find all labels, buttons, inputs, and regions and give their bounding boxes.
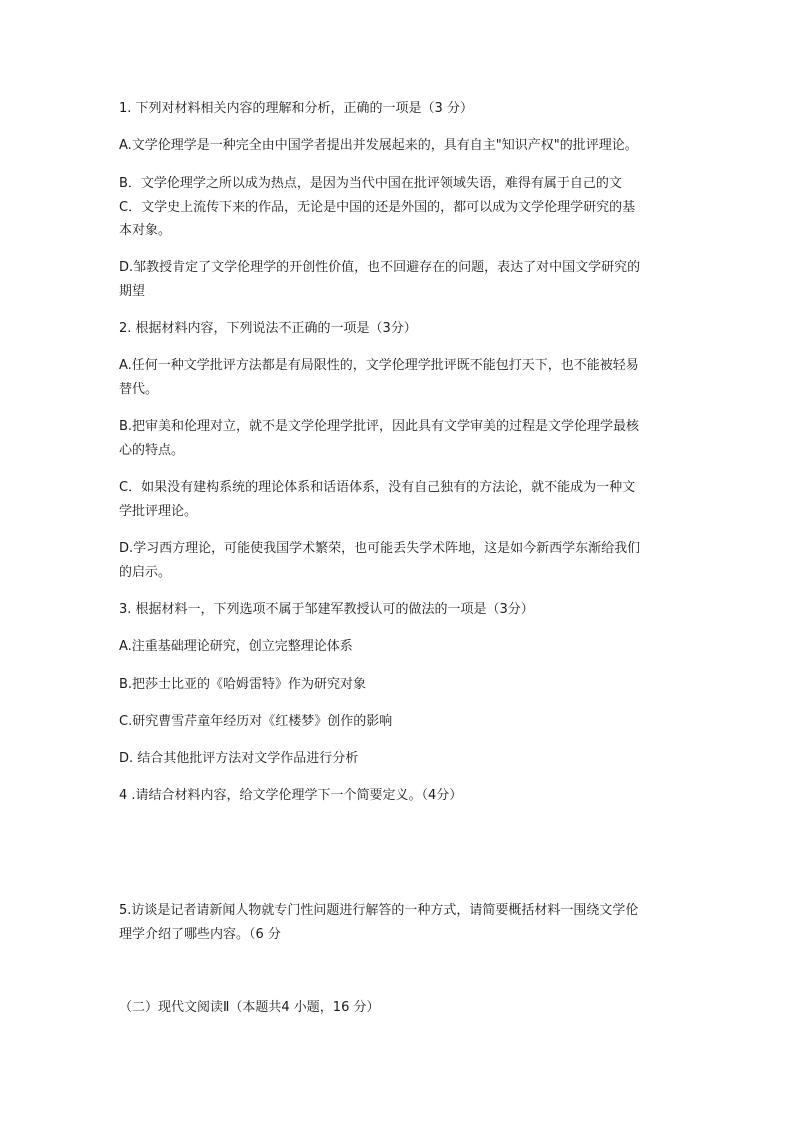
section-heading: （二）现代文阅读Ⅱ（本题共4 小题，16 分） [119,1000,380,1015]
question-1-option-c-line2: 本对象。 [119,223,172,238]
question-2-stem: 2. 根据材料内容，下列说法不正确的一项是（3分） [119,321,417,336]
question-2-option-a-line1: A.任何一种文学批评方法都是有局限性的，文学伦理学批评既不能包打天下，也不能被轻易 [119,358,639,373]
question-2-option-d-line1: D.学习西方理论，可能使我国学术繁荣，也可能丢失学术阵地，这是如今新西学东渐给我们 [119,541,641,556]
question-4-stem: 4 .请结合材料内容，给文学伦理学下一个简要定义。（4分） [119,788,463,803]
question-1-option-d-line1: D.邹教授肯定了文学伦理学的开创性价值，也不回避存在的问题，表达了对中国文学研究的 [119,260,641,275]
question-3-option-b: B.把莎士比亚的《哈姆雷特》作为研究对象 [119,677,367,692]
question-2-option-c-line2: 学批评理论。 [119,504,198,519]
question-5-stem-line1: 5.访谈是记者请新闻人物就专门性问题进行解答的一种方式，请简要概括材料一围绕文学伦 [119,903,639,918]
question-3-stem: 3. 根据材料一，下列选项不属于邹建军教授认可的做法的一项是（3分） [119,602,534,617]
question-2-option-b-line2: 心的特点。 [119,443,185,458]
question-1-option-a: A.文学伦理学是一种完全由中国学者提出并发展起来的，具有自主"知识产权"的批评理论。 [119,138,638,153]
question-2-option-b-line1: B.把审美和伦理对立，就不是文学伦理学批评，因此具有文学审美的过程是文学伦理学最核 [119,419,640,434]
question-3-option-d: D. 结合其他批评方法对文学作品进行分析 [119,751,359,766]
question-1-option-c-line1: C．文学史上流传下来的作品，无论是中国的还是外国的，都可以成为文学伦理学研究的基 [119,200,636,215]
question-5-stem-line2: 理学介绍了哪些内容。（6 分 [119,927,281,942]
question-3-option-a: A.注重基础理论研究，创立完整理论体系 [119,639,353,654]
question-2-option-c-line1: C．如果没有建构系统的理论体系和话语体系，没有自己独有的方法论，就不能成为一种文 [119,480,636,495]
question-1-option-b: B．文学伦理学之所以成为热点，是因为当代中国在批评领域失语，难得有属于自己的文 [119,176,622,191]
question-3-option-c: C.研究曹雪芹童年经历对《红楼梦》创作的影响 [119,714,393,729]
question-1-stem: 1. 下列对材料相关内容的理解和分析，正确的一项是（3 分） [119,101,473,116]
question-2-option-a-line2: 替代。 [119,382,159,397]
question-2-option-d-line2: 的启示。 [119,565,172,580]
question-1-option-d-line2: 期望 [119,284,146,299]
